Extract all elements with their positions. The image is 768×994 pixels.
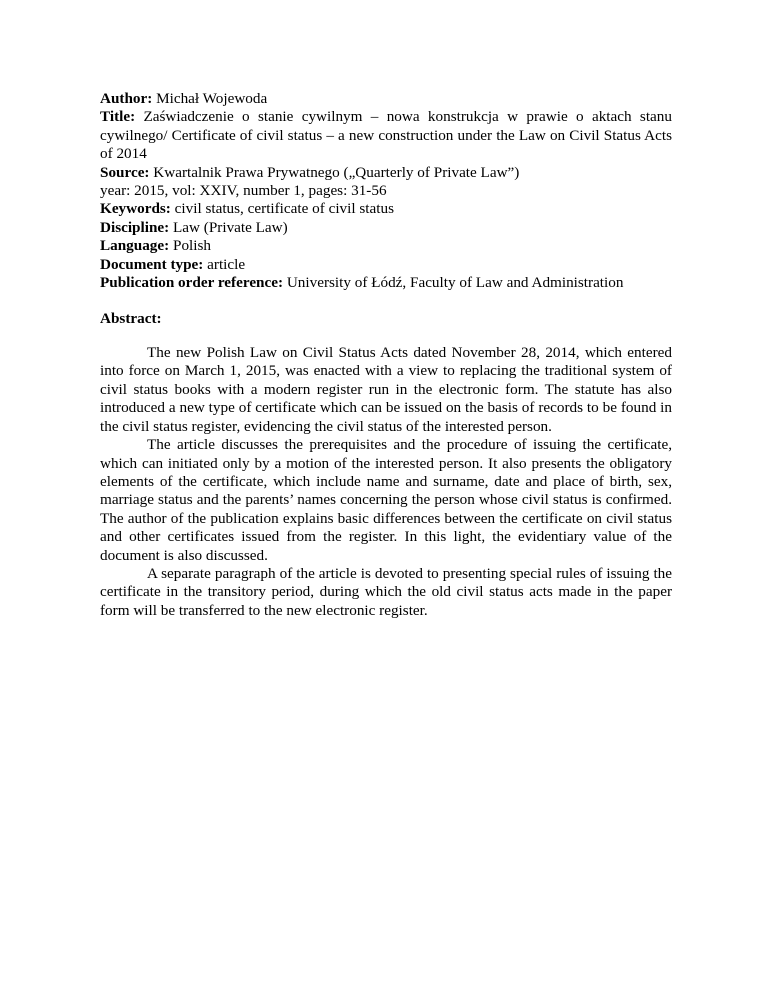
- author-line: [100, 90, 672, 108]
- language-line: [100, 237, 672, 255]
- doctype-label: Document type:: [100, 255, 204, 273]
- title-label: Title:: [100, 108, 136, 126]
- year-line: year: 2015, vol: XXIV, number 1, pages: 31-56: [100, 182, 387, 200]
- discipline-value: Law (Private Law): [173, 218, 288, 236]
- pubref-value: University of Łódź, Faculty of Law and Administration: [286, 274, 624, 292]
- abstract-paragraph: The article discusses the prerequisites and the procedure of issuing the certificate, which can initiated only by a motion of the interested person. It also presents the obligatory elements of the certificate, which include name and surname, date and place of birth, sex, marriage status and the parents’ names concerning the person whose civil status is confirmed. The author of the publication explains basic differences between the certificate on civil status and other certificates issued from the register. In this light, the evidentiary value of the document is also discussed.: [100, 436, 672, 564]
- title-line: [100, 108, 672, 163]
- abstract-paragraph: A separate paragraph of the article is devoted to presenting special rules of issuing the certificate in the transitory period, during which the old civil status acts made in the paper form will be transferred to the new electronic register.: [100, 564, 672, 619]
- abstract-heading: Abstract:: [100, 310, 162, 328]
- keywords-value: civil status, certificate of civil status: [174, 200, 394, 218]
- discipline-label: Discipline:: [100, 218, 170, 236]
- pubref-line: [100, 274, 672, 292]
- doctype-value: article: [207, 255, 246, 273]
- source-value: Kwartalnik Prawa Prywatnego („Quarterly of Private Law”): [153, 163, 520, 181]
- pubref-label: Publication order reference:: [100, 274, 284, 292]
- source-label: Source:: [100, 163, 150, 181]
- title-value: Zaświadczenie o stanie cywilnym – nowa konstrukcja w prawie o aktach stanu cywilnego/ Certificate of civil status – a new construction under the Law on Civil Status Acts of 2014: [100, 108, 672, 163]
- abstract-paragraph: The new Polish Law on Civil Status Acts dated November 28, 2014, which entered into force on March 1, 2015, was enacted with a view to replacing the traditional system of civil status books with a modern register run in the electronic form. The statute has also introduced a new type of certificate which can be issued on the basis of records to be found in the civil status register, evidencing the civil status of the interested person.: [100, 344, 672, 435]
- language-value: Polish: [173, 237, 211, 255]
- document-page: [100, 90, 672, 620]
- source-line: [100, 164, 672, 182]
- author-label: Author:: [100, 90, 153, 107]
- keywords-line: [100, 200, 672, 218]
- author-value: Michał Wojewoda: [156, 90, 268, 107]
- doctype-line: [100, 256, 672, 274]
- keywords-label: Keywords:: [100, 200, 171, 218]
- language-label: Language:: [100, 237, 170, 255]
- discipline-line: [100, 219, 672, 237]
